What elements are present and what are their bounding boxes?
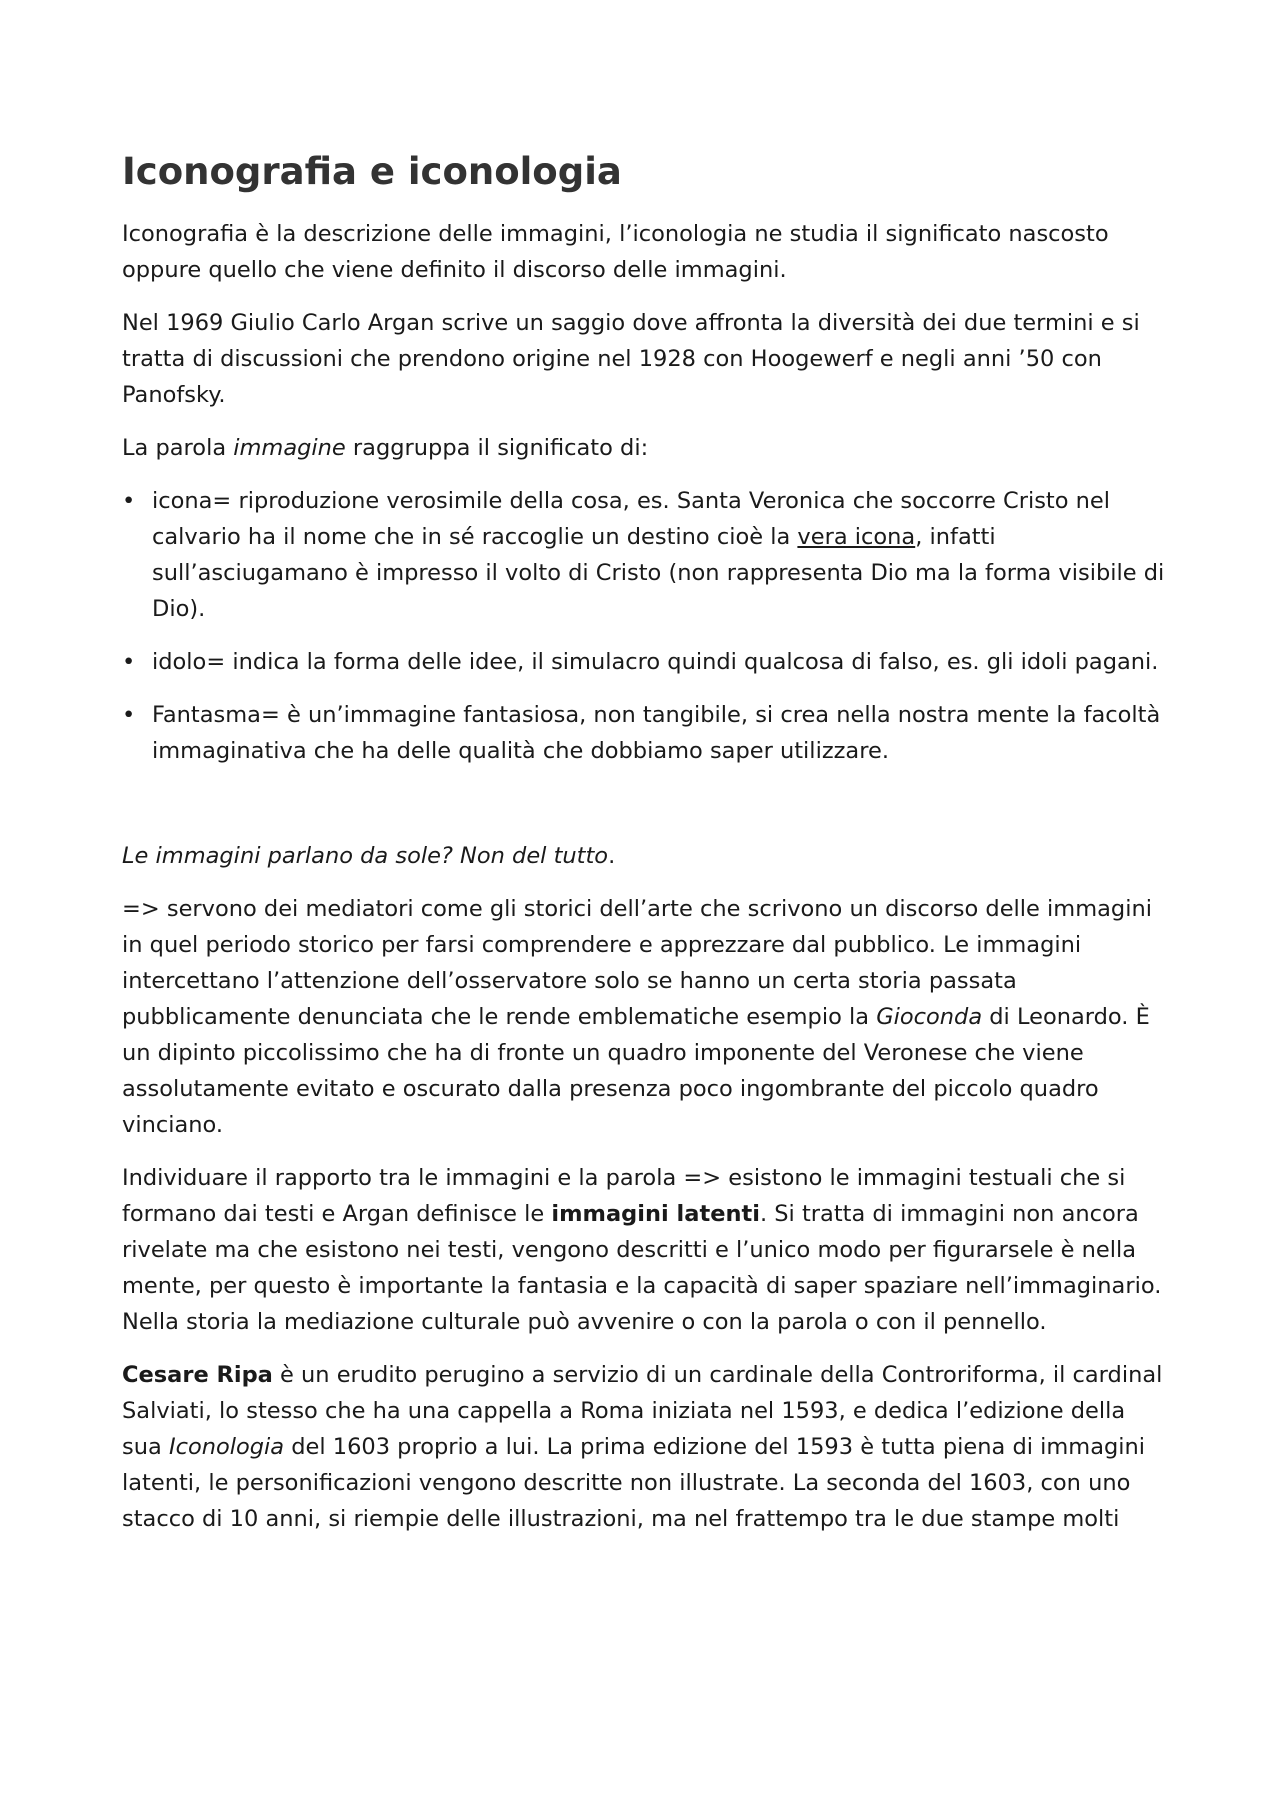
text-run: . xyxy=(608,843,616,870)
bullet-icon: • xyxy=(122,702,136,729)
list-item-icona xyxy=(122,483,1172,627)
text-run: Individuare il rapporto tra le immagini e la parola => esistono le immagini testuali che si formano dai testi e Argan definisce le xyxy=(122,1165,1126,1228)
emphasis-iconologia: Iconologia xyxy=(168,1434,285,1461)
paragraph-definition: Iconografia è la descrizione delle immagini, l’iconologia ne studia il significato nascosto oppure quello che viene definito il discorso delle immagini. xyxy=(122,221,1109,284)
text-run: . Si tratta di immagini non ancora rivelate ma che esistono nei testi, vengono descritti e l’unico modo per figurarsele è nella mente, per questo è importante la fantasia e la capacità di saper spaziare nell’immaginario. Nella storia la mediazione culturale può avvenire o con la parola o con il pennello. xyxy=(122,1201,1162,1336)
bullet-icon: • xyxy=(122,488,136,515)
meaning-list xyxy=(122,483,1172,769)
paragraph-cesare-ripa xyxy=(122,1357,1172,1537)
paragraph-argan-1969: Nel 1969 Giulio Carlo Argan scrive un saggio dove affronta la diversità dei due termini e si tratta di discussioni che prendono origine nel 1928 con Hoogewerf e negli anni ’50 con Panofsky. xyxy=(122,310,1140,409)
paragraph-question xyxy=(122,838,1172,874)
text-run: => servono dei mediatori come gli storici dell’arte che scrivono un discorso delle immagini in quel periodo storico per farsi comprendere e apprezzare dal pubblico. Le immagini intercettano l’attenzione dell’osservatore solo se hanno un certa storia passata pubblicamente denunciata che le rende emblematiche esempio la xyxy=(122,896,1152,1031)
paragraph-mediators xyxy=(122,891,1172,1143)
text-run: di Leonardo. È un dipinto piccolissimo che ha di fronte un quadro imponente del Veronese che viene assolutamente evitato e oscurato dalla presenza poco ingombrante del piccolo quadro vinciano. xyxy=(122,1004,1150,1139)
strong-cesare-ripa: Cesare Ripa xyxy=(122,1362,273,1389)
text-run: , infatti sull’asciugamano è impresso il volto di Cristo (non rappresenta Dio ma la forma visibile di Dio). xyxy=(152,524,1165,623)
strong-immagini-latenti: immagini latenti xyxy=(551,1201,760,1228)
underlined-vera-icona: vera icona xyxy=(797,524,916,551)
list-item-fantasma xyxy=(122,697,1172,769)
paragraph-latent-images xyxy=(122,1160,1172,1340)
text-run: icona= riproduzione verosimile della cosa, es. Santa Veronica che soccorre Cristo nel calvario ha il nome che in sé raccoglie un destino cioè la xyxy=(152,488,1111,551)
emphasis-question: Le immagini parlano da sole? Non del tutto xyxy=(122,843,609,870)
emphasis-immagine: immagine xyxy=(233,435,346,462)
vertical-spacer xyxy=(122,786,1172,838)
bullet-icon: • xyxy=(122,649,136,676)
list-item-idolo xyxy=(122,644,1172,680)
text-run: raggruppa il significato di: xyxy=(345,435,649,462)
text-run: è un erudito perugino a servizio di un cardinale della Controriforma, il cardinal Salviati, lo stesso che ha una cappella a Roma iniziata nel 1593, e dedica l’edizione della sua xyxy=(122,1362,1163,1461)
text-run: La parola xyxy=(122,435,234,462)
text-run: idolo= indica la forma delle idee, il simulacro quindi qualcosa di falso, es. gli idoli pagani. xyxy=(152,649,1159,676)
document-page xyxy=(122,150,1172,1554)
paragraph-immagine-meaning xyxy=(122,430,1172,466)
page-title: Iconografia e iconologia xyxy=(122,150,622,193)
text-run: del 1603 proprio a lui. La prima edizione del 1593 è tutta piena di immagini latenti, le personificazioni vengono descritte non illustrate. La seconda del 1603, con uno stacco di 10 anni, si riempie delle illustrazioni, ma nel frattempo tra le due stampe molti xyxy=(122,1434,1146,1533)
text-run: Fantasma= è un’immagine fantasiosa, non tangibile, si crea nella nostra mente la facoltà immaginativa che ha delle qualità che dobbiamo saper utilizzare. xyxy=(152,702,1161,765)
emphasis-gioconda: Gioconda xyxy=(876,1004,983,1031)
